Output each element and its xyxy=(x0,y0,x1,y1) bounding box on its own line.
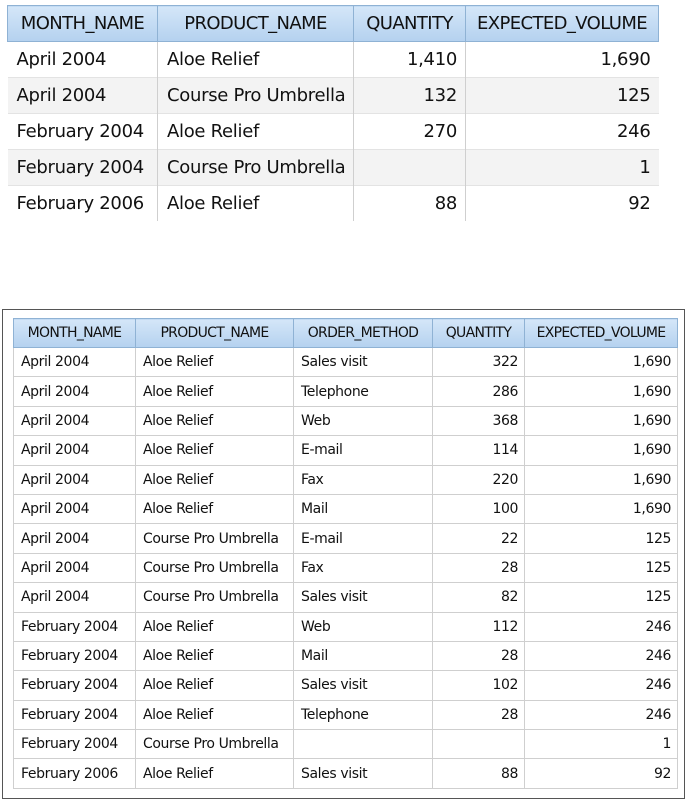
quantity-cell[interactable]: 286 xyxy=(433,377,525,406)
expected-volume-cell[interactable]: 125 xyxy=(525,583,678,612)
table-row xyxy=(14,700,678,729)
expected-volume-cell[interactable]: 246 xyxy=(525,612,678,641)
month-name-cell[interactable]: April 2004 xyxy=(14,436,136,465)
column-header-product-name[interactable]: PRODUCT_NAME xyxy=(136,319,294,348)
month-name-cell[interactable]: April 2004 xyxy=(14,406,136,435)
month-name-cell[interactable]: April 2004 xyxy=(14,377,136,406)
expected-volume-cell[interactable]: 1 xyxy=(466,150,659,186)
detail-table-frame xyxy=(2,309,685,799)
month-name-cell[interactable]: February 2004 xyxy=(14,612,136,641)
product-name-cell[interactable]: Aloe Relief xyxy=(158,114,354,150)
quantity-cell[interactable]: 102 xyxy=(433,671,525,700)
product-name-cell[interactable]: Course Pro Umbrella xyxy=(136,553,294,582)
order-method-cell[interactable]: Mail xyxy=(294,641,433,670)
quantity-cell[interactable]: 100 xyxy=(433,494,525,523)
product-name-cell[interactable]: Aloe Relief xyxy=(136,348,294,377)
quantity-cell[interactable]: 88 xyxy=(433,759,525,788)
quantity-cell[interactable]: 114 xyxy=(433,436,525,465)
month-name-cell[interactable]: February 2004 xyxy=(8,114,158,150)
table-row xyxy=(14,436,678,465)
column-header-month-name[interactable]: MONTH_NAME xyxy=(8,6,158,42)
month-name-cell[interactable]: April 2004 xyxy=(14,348,136,377)
quantity-cell[interactable]: 220 xyxy=(433,465,525,494)
quantity-cell[interactable]: 28 xyxy=(433,700,525,729)
order-method-cell[interactable]: Sales visit xyxy=(294,348,433,377)
expected-volume-cell[interactable]: 1,690 xyxy=(525,377,678,406)
column-header-expected-volume[interactable]: EXPECTED_VOLUME xyxy=(466,6,659,42)
product-name-cell[interactable]: Aloe Relief xyxy=(136,377,294,406)
table-row xyxy=(14,612,678,641)
expected-volume-cell[interactable]: 1 xyxy=(525,730,678,759)
product-name-cell[interactable]: Aloe Relief xyxy=(136,612,294,641)
quantity-cell[interactable]: 82 xyxy=(433,583,525,612)
column-header-product-name[interactable]: PRODUCT_NAME xyxy=(158,6,354,42)
detail-header-row xyxy=(14,319,678,348)
order-method-cell[interactable]: Telephone xyxy=(294,700,433,729)
expected-volume-cell[interactable]: 246 xyxy=(466,114,659,150)
column-header-quantity[interactable]: QUANTITY xyxy=(354,6,466,42)
quantity-cell[interactable]: 28 xyxy=(433,641,525,670)
table-row xyxy=(8,114,659,150)
column-header-quantity[interactable]: QUANTITY xyxy=(433,319,525,348)
order-method-cell[interactable]: Sales visit xyxy=(294,759,433,788)
order-method-cell[interactable]: Telephone xyxy=(294,377,433,406)
product-name-cell[interactable]: Course Pro Umbrella xyxy=(136,730,294,759)
expected-volume-cell[interactable]: 246 xyxy=(525,700,678,729)
month-name-cell[interactable]: April 2004 xyxy=(14,494,136,523)
expected-volume-cell[interactable]: 125 xyxy=(525,524,678,553)
product-name-cell[interactable]: Aloe Relief xyxy=(158,42,354,78)
product-name-cell[interactable]: Course Pro Umbrella xyxy=(136,524,294,553)
column-header-expected-volume[interactable]: EXPECTED_VOLUME xyxy=(525,319,678,348)
month-name-cell[interactable]: February 2004 xyxy=(8,150,158,186)
expected-volume-cell[interactable]: 1,690 xyxy=(466,42,659,78)
expected-volume-cell[interactable]: 246 xyxy=(525,671,678,700)
expected-volume-cell[interactable]: 1,690 xyxy=(525,494,678,523)
expected-volume-cell[interactable]: 1,690 xyxy=(525,465,678,494)
column-header-order-method[interactable]: ORDER_METHOD xyxy=(294,319,433,348)
table-row xyxy=(14,377,678,406)
month-name-cell[interactable]: April 2004 xyxy=(14,524,136,553)
table-row xyxy=(14,583,678,612)
product-name-cell[interactable]: Aloe Relief xyxy=(136,465,294,494)
quantity-cell[interactable]: 368 xyxy=(433,406,525,435)
order-method-cell[interactable]: Fax xyxy=(294,553,433,582)
product-name-cell[interactable]: Aloe Relief xyxy=(136,494,294,523)
table-row xyxy=(8,150,659,186)
order-method-cell[interactable]: E-mail xyxy=(294,436,433,465)
order-method-cell[interactable]: Web xyxy=(294,612,433,641)
quantity-cell[interactable]: 28 xyxy=(433,553,525,582)
month-name-cell[interactable]: February 2004 xyxy=(14,730,136,759)
table-row xyxy=(14,406,678,435)
expected-volume-cell[interactable]: 246 xyxy=(525,641,678,670)
month-name-cell[interactable]: April 2004 xyxy=(8,78,158,114)
quantity-cell[interactable]: 270 xyxy=(354,114,466,150)
order-method-cell[interactable] xyxy=(294,730,433,759)
table-row xyxy=(14,730,678,759)
product-name-cell[interactable]: Aloe Relief xyxy=(136,759,294,788)
order-method-cell[interactable]: Fax xyxy=(294,465,433,494)
expected-volume-cell[interactable]: 1,690 xyxy=(525,406,678,435)
expected-volume-cell[interactable]: 1,690 xyxy=(525,348,678,377)
month-name-cell[interactable]: February 2006 xyxy=(14,759,136,788)
summary-header-row xyxy=(8,6,659,42)
month-name-cell[interactable]: February 2004 xyxy=(14,641,136,670)
table-row xyxy=(14,671,678,700)
expected-volume-cell[interactable]: 92 xyxy=(525,759,678,788)
order-method-cell[interactable]: Web xyxy=(294,406,433,435)
quantity-cell[interactable]: 112 xyxy=(433,612,525,641)
expected-volume-cell[interactable]: 92 xyxy=(466,186,659,222)
order-method-cell[interactable]: Sales visit xyxy=(294,671,433,700)
month-name-cell[interactable]: April 2004 xyxy=(14,583,136,612)
column-header-month-name[interactable]: MONTH_NAME xyxy=(14,319,136,348)
month-name-cell[interactable]: February 2004 xyxy=(14,671,136,700)
product-name-cell[interactable]: Aloe Relief xyxy=(136,406,294,435)
table-row xyxy=(14,348,678,377)
quantity-cell[interactable]: 132 xyxy=(354,78,466,114)
product-name-cell[interactable]: Aloe Relief xyxy=(136,671,294,700)
product-name-cell[interactable]: Aloe Relief xyxy=(136,641,294,670)
quantity-cell[interactable]: 88 xyxy=(354,186,466,222)
product-name-cell[interactable]: Course Pro Umbrella xyxy=(136,583,294,612)
month-name-cell[interactable]: April 2004 xyxy=(14,465,136,494)
month-name-cell[interactable]: April 2004 xyxy=(14,553,136,582)
summary-table xyxy=(7,5,659,221)
expected-volume-cell[interactable]: 125 xyxy=(525,553,678,582)
table-row xyxy=(14,524,678,553)
table-row xyxy=(8,78,659,114)
product-name-cell[interactable]: Course Pro Umbrella xyxy=(158,78,354,114)
quantity-cell[interactable]: 322 xyxy=(433,348,525,377)
quantity-cell[interactable]: 22 xyxy=(433,524,525,553)
product-name-cell[interactable]: Aloe Relief xyxy=(136,700,294,729)
table-row xyxy=(14,465,678,494)
product-name-cell[interactable]: Aloe Relief xyxy=(158,186,354,222)
quantity-cell[interactable] xyxy=(433,730,525,759)
table-row xyxy=(14,759,678,788)
quantity-cell[interactable]: 1,410 xyxy=(354,42,466,78)
expected-volume-cell[interactable]: 1,690 xyxy=(525,436,678,465)
month-name-cell[interactable]: February 2006 xyxy=(8,186,158,222)
month-name-cell[interactable]: April 2004 xyxy=(8,42,158,78)
table-row xyxy=(14,641,678,670)
table-row xyxy=(14,553,678,582)
table-row xyxy=(14,494,678,523)
month-name-cell[interactable]: February 2004 xyxy=(14,700,136,729)
table-row xyxy=(8,186,659,222)
detail-table xyxy=(13,318,678,789)
expected-volume-cell[interactable]: 125 xyxy=(466,78,659,114)
order-method-cell[interactable]: Sales visit xyxy=(294,583,433,612)
order-method-cell[interactable]: E-mail xyxy=(294,524,433,553)
table-row xyxy=(8,42,659,78)
quantity-cell[interactable] xyxy=(354,150,466,186)
product-name-cell[interactable]: Course Pro Umbrella xyxy=(158,150,354,186)
order-method-cell[interactable]: Mail xyxy=(294,494,433,523)
product-name-cell[interactable]: Aloe Relief xyxy=(136,436,294,465)
